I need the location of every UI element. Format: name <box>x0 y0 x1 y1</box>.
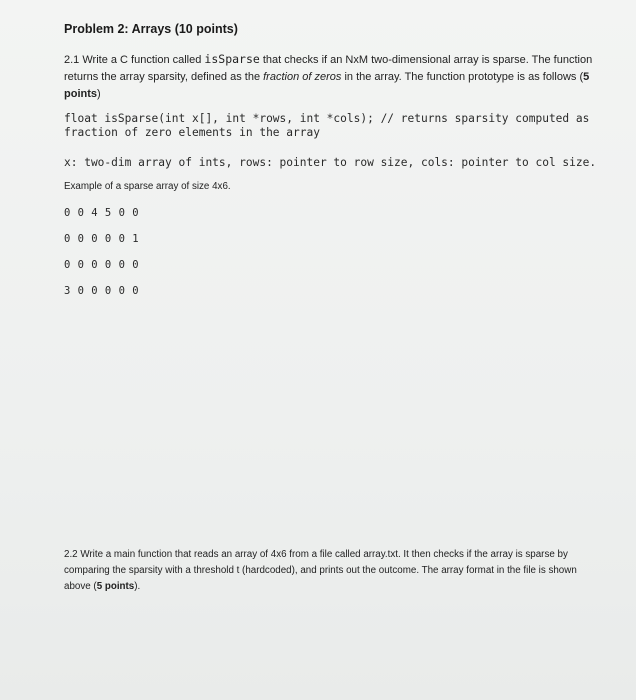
part2-points: 5 points <box>96 581 135 592</box>
parameter-description: x: two-dim array of ints, rows: pointer to row size, cols: pointer to col size. <box>64 156 597 169</box>
part2-text-b: ). <box>134 581 141 592</box>
emphasis-text: fraction of zeros <box>263 71 342 83</box>
part1-points: 5 points <box>64 71 590 100</box>
part1-intro-d: ) <box>97 88 101 100</box>
part2-description <box>64 547 594 595</box>
function-prototype: float isSparse(int x[], int *rows, int *cols); // returns sparsity computed as fraction of zero elements in the array <box>64 112 590 139</box>
matrix-row: 0 0 4 5 0 0 <box>64 207 140 219</box>
matrix-row: 3 0 0 0 0 0 <box>64 285 140 297</box>
function-name: isSparse <box>204 52 260 66</box>
part1-intro-a: 2.1 Write a C function called <box>64 54 205 66</box>
part1-description <box>64 51 594 103</box>
part2-text-a: 2.2 Write a main function that reads an array of 4x6 from a file called array.txt. It then checks if the array is sparse by comparing the sparsity with a threshold t (hardcoded), and prints out the outcome. The array format in the file is shown above ( <box>64 549 577 592</box>
matrix-row: 0 0 0 0 0 0 <box>64 259 140 271</box>
matrix-row: 0 0 0 0 0 1 <box>64 233 140 245</box>
part1-intro-c: in the array. The function prototype is as follows ( <box>341 71 584 83</box>
part1-intro-b: that checks if an NxM two-dimensional array is sparse. The function returns the array sparsity, defined as the <box>64 54 593 83</box>
problem-title: Problem 2: Arrays (10 points) <box>64 22 238 36</box>
example-label: Example of a sparse array of size 4x6. <box>64 181 231 192</box>
